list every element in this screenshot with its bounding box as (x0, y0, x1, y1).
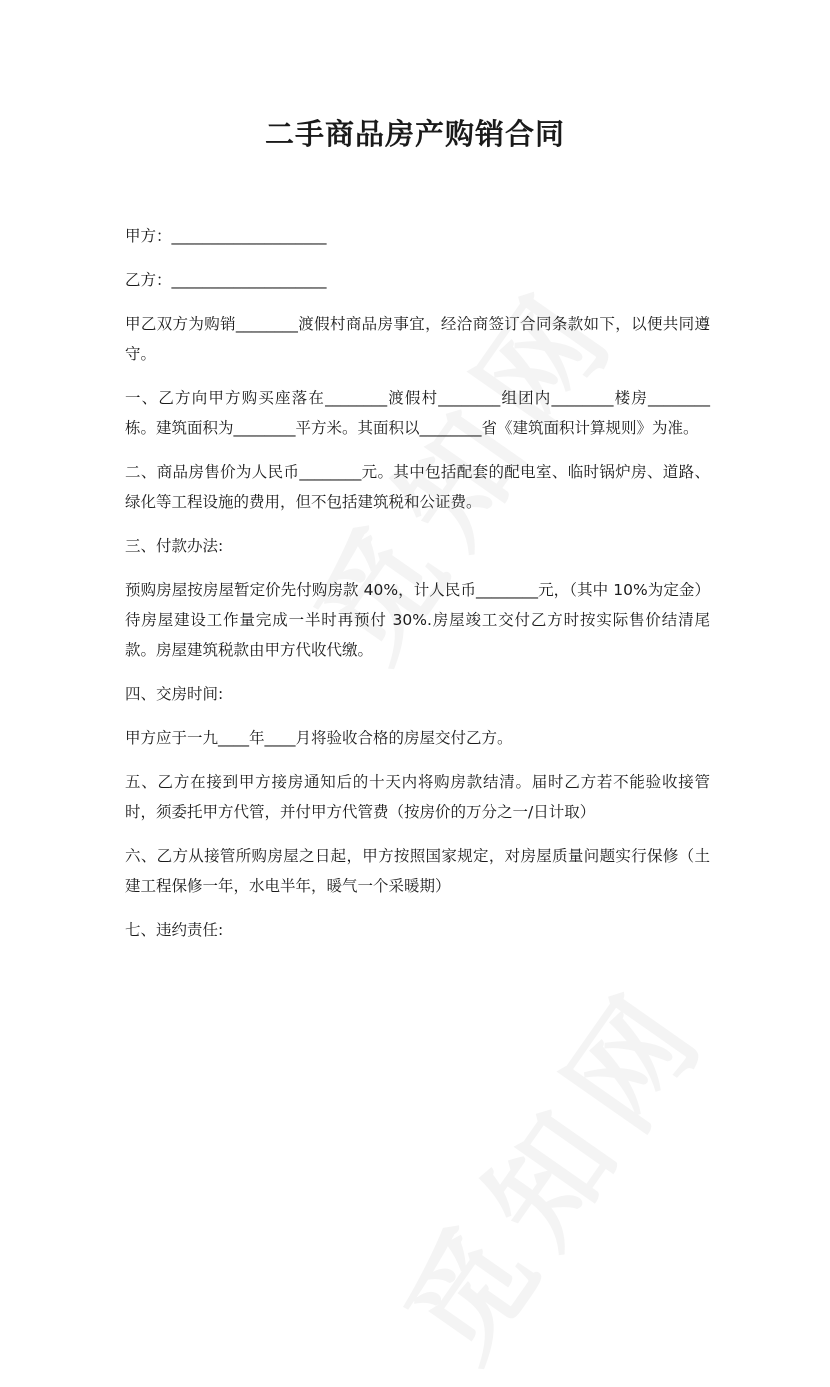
party-a-line: 甲方：____________________ (125, 227, 327, 245)
clause-4-heading: 四、交房时间: (125, 685, 224, 703)
clause-7-heading: 七、违约责任: (125, 921, 224, 939)
clause-6-paragraph: 六、乙方从接管所购房屋之日起，甲方按照国家规定，对房屋质量问题实行保修（土建工程保修一年，水电半年，暖气一个采暖期） (125, 847, 710, 895)
payment-terms-paragraph: 预购房屋按房屋暂定价先付购房款 40%，计人民币________元，（其中 10%为定金）待房屋建设工作量完成一半时再预付 30%.房屋竣工交付乙方时按实际售价结清尾款。房屋建筑税款由甲方代收代缴。 (125, 581, 710, 659)
clause-5-paragraph: 五、乙方在接到甲方接房通知后的十天内将购房款结清。届时乙方若不能验收接管时，须委托甲方代管，并付甲方代管费（按房价的万分之一/日计取） (125, 773, 710, 821)
party-b-line: 乙方：____________________ (125, 271, 327, 289)
clause-2-paragraph: 二、商品房售价为人民币________元。其中包括配套的配电室、临时锅炉房、道路、绿化等工程设施的费用，但不包括建筑税和公证费。 (125, 463, 710, 511)
delivery-time-paragraph: 甲方应于一九____年____月将验收合格的房屋交付乙方。 (125, 729, 513, 747)
document-body (125, 221, 710, 959)
watermark-logo (359, 945, 741, 1387)
clause-3-heading: 三、付款办法: (125, 537, 224, 555)
clause-1-paragraph: 一、乙方向甲方购买座落在________渡假村________组团内________楼房________栋。建筑面积为________平方米。其面积以________省《建筑面积计算规则》为准。 (125, 389, 710, 437)
document-title: 二手商品房产购销合同 (264, 117, 565, 151)
preamble-paragraph: 甲乙双方为购销________渡假村商品房事宜，经洽商签订合同条款如下，以便共同遵守。 (125, 315, 710, 363)
